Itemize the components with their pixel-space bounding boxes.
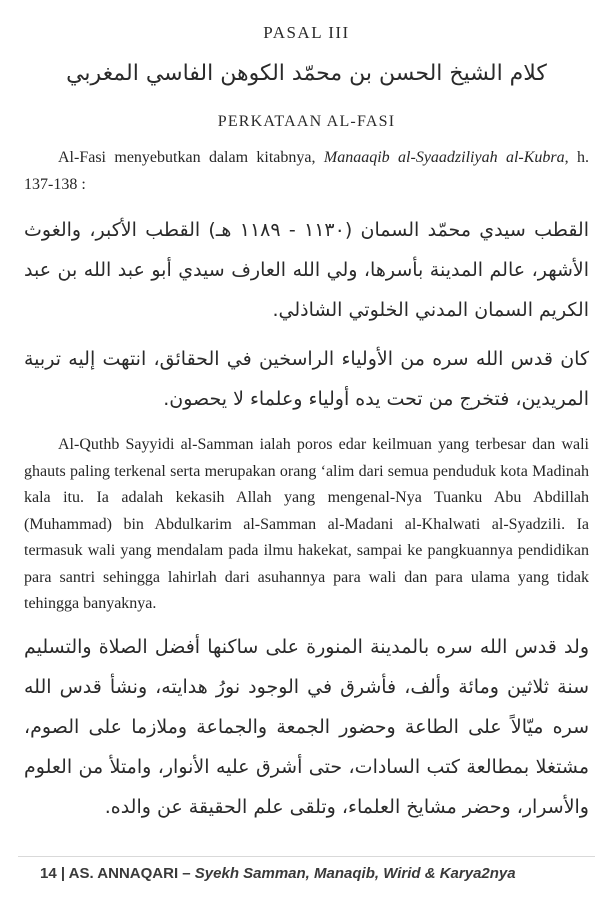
intro-cited-book-title: Manaaqib al-Syaadziliyah al-Kubra — [323, 149, 565, 166]
section-subtitle: PERKATAAN AL-FASI — [217, 113, 396, 130]
footer-page-number-and-author: 14 | AS. ANNAQARI – — [40, 865, 195, 882]
page-footer — [18, 856, 595, 888]
intro-text-after-title: , h. 137-138 : — [24, 149, 589, 193]
arabic-quote-2: كان قدس الله سره من الأولياء الراسخين في الحقائق، انتهت إليه تربية المريدين، فتخرج من تحت يده أولياء وعلماء لا يحصون. — [24, 348, 589, 410]
intro-paragraph — [24, 145, 589, 198]
body-paragraph: Al-Quthb Sayyidi al-Samman ialah poros edar keilmuan yang terbesar dan wali ghauts paling terkenal serta merupakan orang ‘alim dari semua penduduk kota Madinah kala itu. Ia adalah kekasih Allah yang mengenal-Nya Tuanku Abu Abdillah (Muhammad) bin Abdulkarim al-Samman al-Madani al-Khalwati al-Syadzili. Ia termasuk wali yang mendalam pada ilmu hakekat, sampai ke pangkuannya pendidikan para santri sehingga lahirlah dari asuhannya para wali dan para ulama yang tidak tehingga banyaknya. — [24, 436, 589, 612]
arabic-chapter-heading: كلام الشيخ الحسن بن محمّد الكوهن الفاسي المغربي — [66, 61, 547, 86]
footer-book-title: Syekh Samman, Manaqib, Wirid & Karya2nya — [194, 865, 516, 882]
chapter-title: PASAL III — [263, 23, 350, 42]
arabic-quote-1: القطب سيدي محمّد السمان (١١٣٠ - ١١٨٩ هـ) القطب الأكبر، والغوث الأشهر، عالم المدينة بأسرها، ولي الله العارف سيدي أبو عبد الله بن عبد الكريم السمان المدني الخلوتي الشاذلي. — [24, 219, 590, 321]
arabic-quote-3: ولد قدس الله سره بالمدينة المنورة على ساكنها أفضل الصلاة والتسليم سنة ثلاثين ومائة وألف، فأشرق في الوجود نورُ هدايته، ونشأ قدس الله سره ميّالاً على الطاعة وحضور الجمعة والجماعة وملازما على الصوم، مشتغلا بمطالعة كتب السادات، حتى أشرق عليه الأنوار، وامتلأ من العلوم والأسرار، وحضر مشايخ العلماء، وتلقى علم الحقيقة عن والده. — [24, 635, 589, 818]
intro-text-before-title: Al-Fasi menyebutkan dalam kitabnya, — [58, 149, 324, 166]
